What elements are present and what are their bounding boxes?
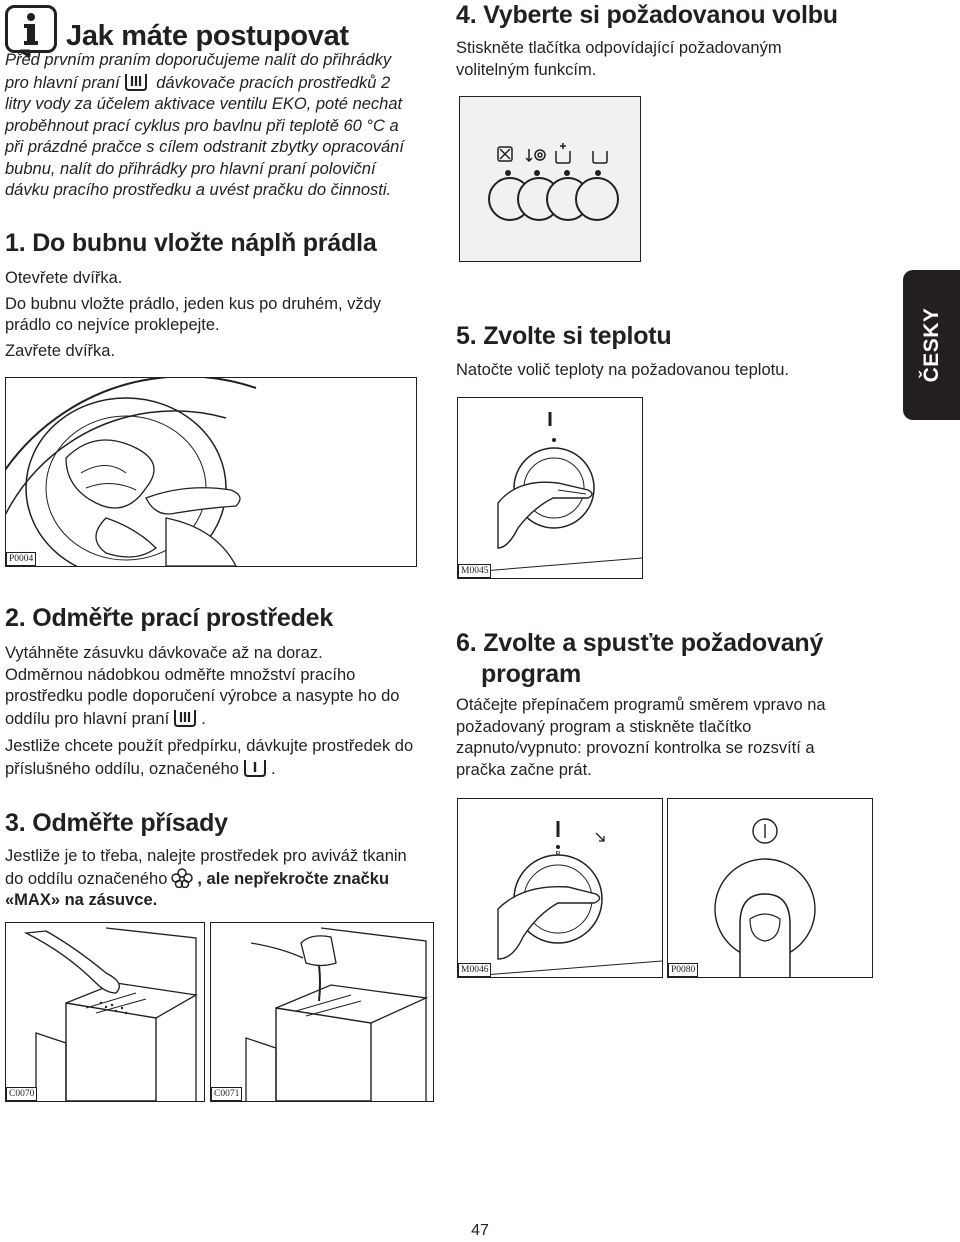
main-wash-compartment-icon bbox=[124, 72, 148, 92]
step6-title bbox=[456, 628, 823, 690]
step2-title: 2. Odměřte prací prostředek bbox=[5, 604, 334, 632]
step1-title: 1. Do bubnu vložte náplň prádla bbox=[5, 229, 377, 257]
figure-on-off-button bbox=[667, 798, 873, 978]
intro-line: bubnu, nalít do přihrádky pro hlavní praní poloviční bbox=[5, 159, 376, 178]
step2-line: příslušného oddílu, označeného . bbox=[5, 759, 276, 778]
figure-temperature-dial bbox=[457, 397, 643, 579]
figure-code: M0046 bbox=[458, 963, 491, 977]
figure-drawer-powder bbox=[5, 922, 205, 1102]
figure-code: P0080 bbox=[668, 963, 698, 977]
figure-drawer-softener bbox=[210, 922, 434, 1102]
figure-code: C0071 bbox=[211, 1087, 242, 1101]
step6-line: pračka začne prát. bbox=[456, 760, 592, 779]
step6-text bbox=[456, 695, 876, 781]
figure-code: M0045 bbox=[458, 564, 491, 578]
option-button-4 bbox=[576, 178, 618, 220]
step4-line: Stiskněte tlačítka odpovídající požadovaným bbox=[456, 39, 782, 57]
figure-program-dial bbox=[457, 798, 663, 978]
step4-title: 4. Vyberte si požadovanou volbu bbox=[456, 1, 838, 29]
intro-line: dávku pracího prostředku a uvést pračku do činnosti. bbox=[5, 181, 392, 199]
step6-line: požadovaný program a stiskněte tlačítko bbox=[456, 717, 752, 736]
figure-load-drum bbox=[5, 377, 417, 567]
intro-line: proběhnout prací cyklus pro bavlnu při teplotě 60 °C a bbox=[5, 116, 399, 135]
step1-open-door: Otevřete dvířka. bbox=[5, 269, 123, 287]
step1-text bbox=[5, 268, 425, 362]
step2-line: Vytáhněte zásuvku dávkovače až na doraz. bbox=[5, 644, 323, 662]
intro-paragraph bbox=[5, 50, 425, 202]
step3-text bbox=[5, 846, 430, 912]
step6-title-line: 6. Zvolte a spusťte požadovaný bbox=[456, 629, 824, 657]
option-buttons-panel bbox=[459, 96, 641, 262]
step5-text: Natočte volič teploty na požadovanou teplotu. bbox=[456, 361, 789, 379]
step1-load-line: prádlo co nejvíce proklepejte. bbox=[5, 316, 220, 334]
step4-text bbox=[456, 38, 876, 81]
on-off-button-illustration bbox=[668, 799, 872, 977]
step2-line: Odměrnou nádobkou odměřte množství pracího bbox=[5, 665, 356, 684]
step2-line: prostředku podle doporučení výrobce a nasypte ho do bbox=[5, 687, 400, 705]
language-tab-label: ČESKY bbox=[919, 307, 943, 383]
step3-line: «MAX» na zásuvce. bbox=[5, 891, 158, 909]
temperature-dial-illustration bbox=[458, 398, 642, 578]
step1-load-line: Do bubnu vložte prádlo, jeden kus po druhém, vždy bbox=[5, 294, 382, 313]
step5-title: 5. Zvolte si teplotu bbox=[456, 322, 672, 350]
intro-line: pro hlavní praní dávkovače pracích prostředků 2 bbox=[5, 73, 391, 92]
step3-line: Jestliže je to třeba, nalejte prostředek pro aviváž tkanin bbox=[5, 847, 407, 865]
step6-title-line: program bbox=[481, 660, 582, 688]
step2-line: oddílu pro hlavní praní . bbox=[5, 709, 206, 728]
drawer-illustration bbox=[6, 923, 204, 1101]
program-dial-illustration bbox=[458, 799, 662, 977]
main-wash-compartment-icon bbox=[173, 708, 197, 728]
drum-illustration bbox=[6, 378, 416, 566]
intro-title: Jak máte postupovat bbox=[66, 20, 349, 52]
step4-line: volitelným funkcím. bbox=[456, 60, 597, 79]
step6-line: zapnuto/vypnuto: provozní kontrolka se rozsvítí a bbox=[456, 739, 815, 757]
language-tab bbox=[903, 270, 960, 420]
step3-title: 3. Odměřte přísady bbox=[5, 809, 228, 837]
step2-line: Jestliže chcete použít předpírku, dávkujte prostředek do bbox=[5, 737, 414, 755]
page-number: 47 bbox=[471, 1222, 489, 1239]
intro-line: litry vody za účelem aktivace ventilu EKO, poté nechat bbox=[5, 95, 403, 113]
option-buttons-illustration bbox=[460, 97, 640, 261]
step3-line: do oddílu označeného , ale nepřekročte značku bbox=[5, 869, 390, 888]
drawer-illustration bbox=[211, 923, 433, 1101]
figure-code: P0004 bbox=[6, 552, 36, 566]
softener-flower-icon bbox=[171, 868, 193, 888]
step6-line: Otáčejte přepínačem programů směrem vpravo na bbox=[456, 696, 826, 714]
step2-text bbox=[5, 643, 430, 780]
step1-close-door: Zavřete dvířka. bbox=[5, 341, 116, 360]
intro-line: při prázdné pračce s cílem odstranit zbytky opracování bbox=[5, 138, 404, 156]
prewash-compartment-icon bbox=[243, 758, 267, 778]
intro-line: Před prvním praním doporučujeme nalít do přihrádky bbox=[5, 51, 392, 69]
figure-code: C0070 bbox=[6, 1087, 37, 1101]
